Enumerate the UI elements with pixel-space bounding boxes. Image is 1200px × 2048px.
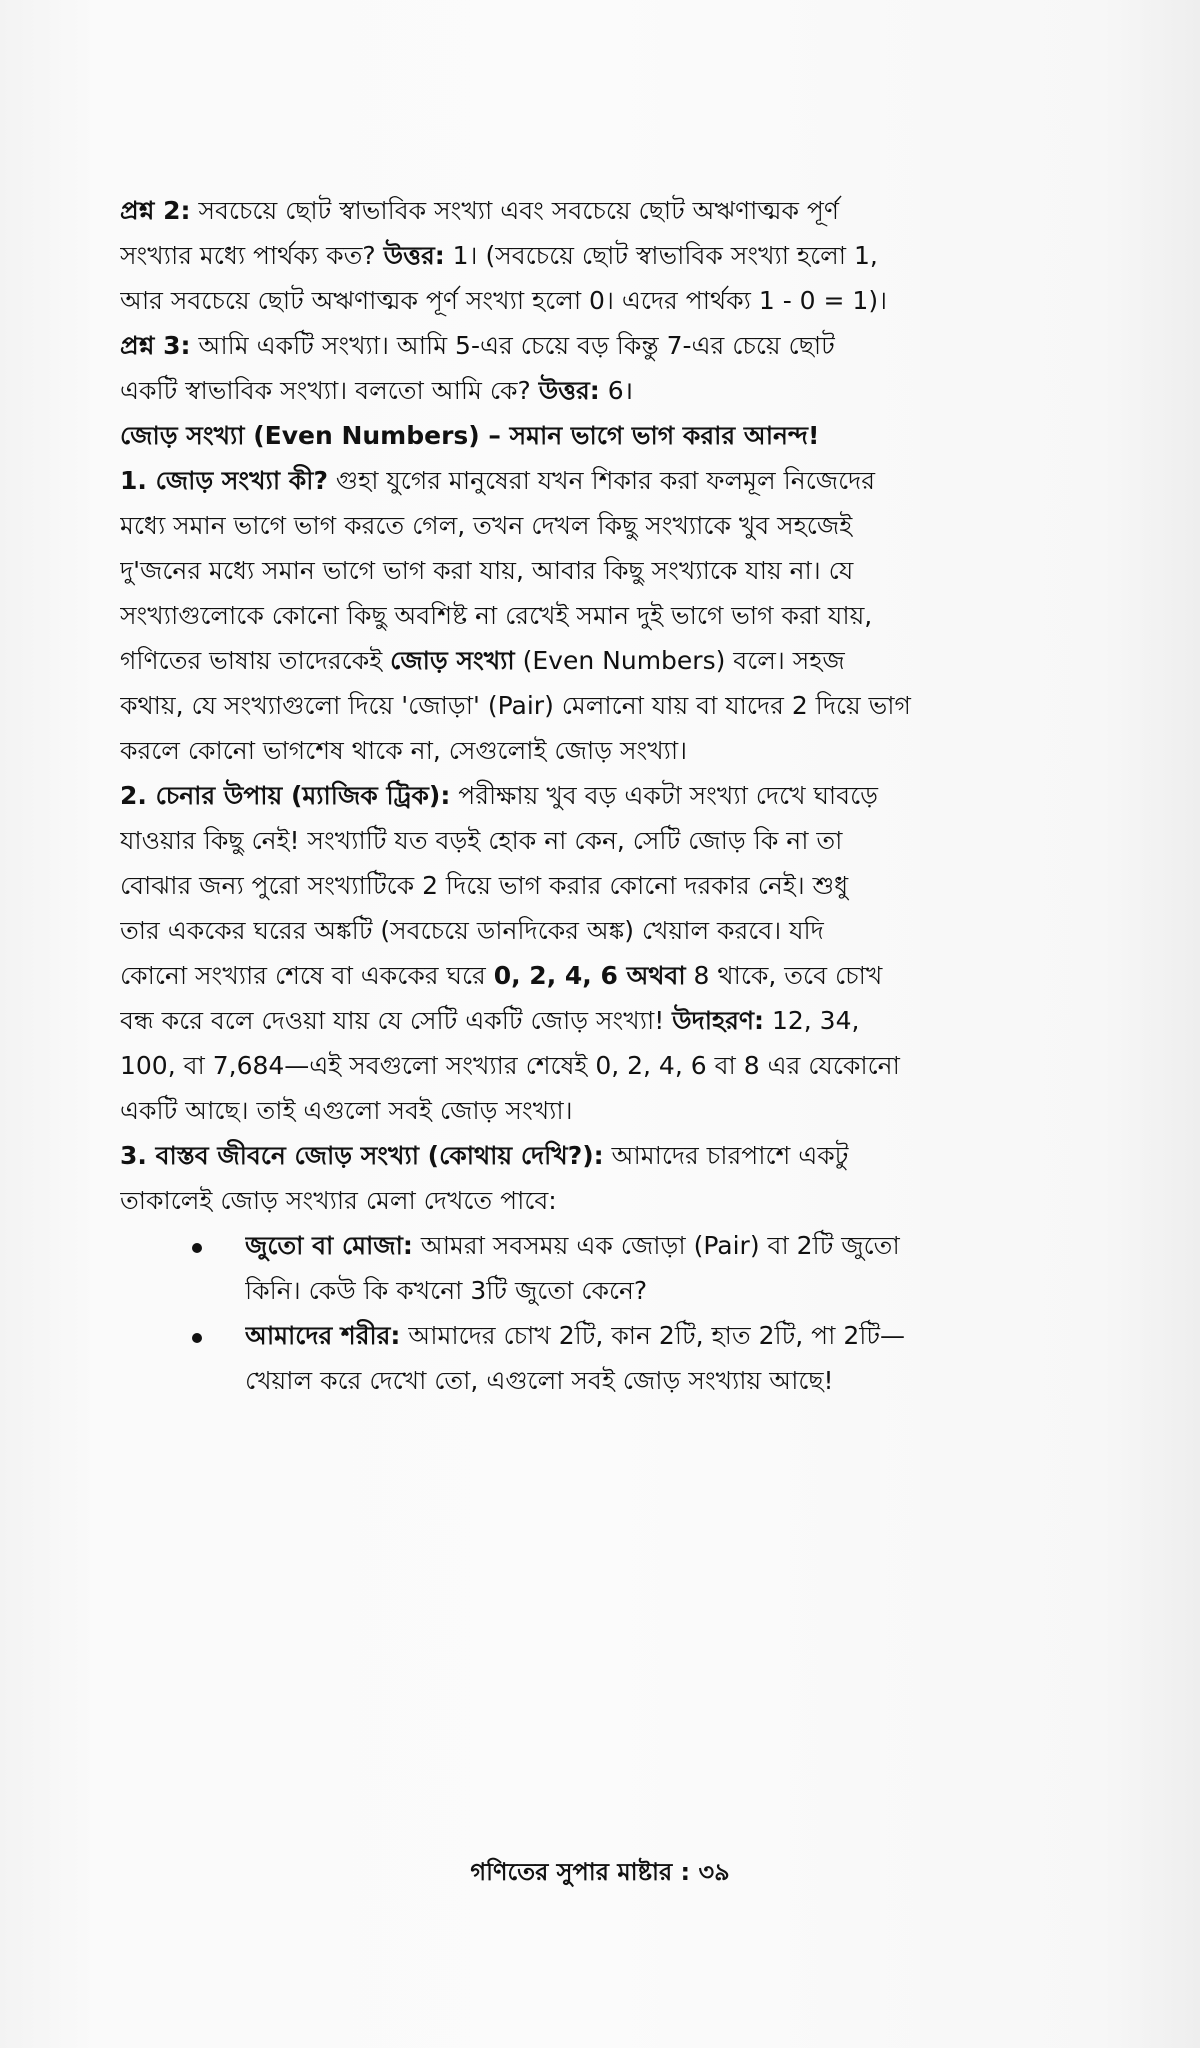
- q3-label: প্রশ্ন 3:: [120, 331, 191, 360]
- p2-line-6: [120, 998, 1040, 1043]
- q2-line-2: [120, 233, 1040, 278]
- p1-line-4: সংখ্যাগুলোকে কোনো কিছু অবশিষ্ট না রেখেই সমান দুই ভাগে ভাগ করা যায়,: [120, 601, 873, 630]
- p2-line-8: একটি আছে। তাই এগুলো সবই জোড় সংখ্যা।: [120, 1096, 573, 1125]
- p1-line-5: [120, 638, 1040, 683]
- bullet-2-line-2: খেয়াল করে দেখো তো, এগুলো সবই জোড় সংখ্যায় আছে!: [245, 1366, 834, 1395]
- p2-text-1: পরীক্ষায় খুব বড় একটা সংখ্যা দেখে ঘাবড়ে: [450, 781, 878, 810]
- p3-label: 3. বাস্তব জীবনে জোড় সংখ্যা (কোথায় দেখি?):: [120, 1141, 604, 1170]
- p3-line-2: তাকালেই জোড় সংখ্যার মেলা দেখতে পাবে:: [120, 1186, 557, 1215]
- section-title: জোড় সংখ্যা (Even Numbers) – সমান ভাগে ভাগ করার আনন্দ!: [120, 421, 820, 450]
- q2-line-3: [120, 278, 1040, 323]
- p1-line-2: মধ্যে সমান ভাগে ভাগ করতে গেল, তখন দেখল কিছু সংখ্যাকে খুব সহজেই: [120, 511, 853, 540]
- bullet-dot-icon: [192, 1333, 202, 1343]
- page-content: [120, 188, 1040, 1403]
- p3-text-1: আমাদের চারপাশে একটু: [603, 1141, 849, 1170]
- q2-text-1: সবচেয়ে ছোট স্বাভাবিক সংখ্যা এবং সবচেয়ে ছোট অঋণাত্মক পূর্ণ: [190, 196, 839, 225]
- p1-text-1: গুহা যুগের মানুষেরা যখন শিকার করা ফলমূল নিজেদের: [327, 466, 876, 495]
- q2-text-2b: 1। (সবচেয়ে ছোট স্বাভাবিক সংখ্যা হলো 1,: [444, 241, 878, 270]
- p2-line-5: [120, 953, 1040, 998]
- bullet-1-text-1: আমরা সবসময় এক জোড়া (Pair) বা 2টি জুতো: [412, 1231, 900, 1260]
- q3-answer-label: উত্তর:: [538, 376, 600, 405]
- p1-label: 1. জোড় সংখ্যা কী?: [120, 466, 328, 495]
- p3-line-1: [120, 1133, 1040, 1178]
- bullet-dot-icon: [192, 1243, 202, 1253]
- p1-line-7: করলে কোনো ভাগশেষ থাকে না, সেগুলোই জোড় সংখ্যা।: [120, 736, 688, 765]
- p2-example-label: উদাহরণ:: [672, 1006, 765, 1035]
- q3-text-1: আমি একটি সংখ্যা। আমি 5-এর চেয়ে বড় কিন্তু 7-এর চেয়ে ছোট: [190, 331, 835, 360]
- p2-text-5b: 8 থাকে, তবে চোখ: [685, 961, 883, 990]
- p1-bold-term: জোড় সংখ্যা: [390, 646, 515, 675]
- bullet-item-shoes: [120, 1223, 1040, 1313]
- bullet-1-line-2: কিনি। কেউ কি কখনো 3টি জুতো কেনে?: [245, 1276, 648, 1305]
- p2-line-4: তার এককের ঘরের অঙ্কটি (সবচেয়ে ডানদিকের অঙ্ক) খেয়াল করবে। যদি: [120, 916, 824, 945]
- p2-line-1: [120, 773, 1040, 818]
- p2-text-6b: 12, 34,: [764, 1006, 860, 1035]
- q3-text-2b: 6।: [599, 376, 634, 405]
- p2-line-2: যাওয়ার কিছু নেই! সংখ্যাটি যত বড়ই হোক না কেন, সেটি জোড় কি না তা: [120, 826, 843, 855]
- q2-answer-label: উত্তর:: [383, 241, 445, 270]
- bullet-2-line-1: [245, 1313, 1040, 1358]
- p1-line-3: দু'জনের মধ্যে সমান ভাগে ভাগ করা যায়, আবার কিছু সংখ্যাকে যায় না। যে: [120, 556, 854, 585]
- q2-label: প্রশ্ন 2:: [120, 196, 191, 225]
- p2-text-6a: বন্ধ করে বলে দেওয়া যায় যে সেটি একটি জোড় সংখ্যা!: [120, 1006, 673, 1035]
- bullet-2-label: আমাদের শরীর:: [245, 1321, 401, 1350]
- p1-text-5a: গণিতের ভাষায় তাদেরকেই: [120, 646, 391, 675]
- p2-text-5a: কোনো সংখ্যার শেষে বা এককের ঘরে: [120, 961, 494, 990]
- q3-line-2: [120, 368, 1040, 413]
- q3-text-2a: একটি স্বাভাবিক সংখ্যা। বলতো আমি কে?: [120, 376, 539, 405]
- p1-text-5b: (Even Numbers) বলে। সহজ: [514, 646, 845, 675]
- q2-line-1: [120, 188, 1040, 233]
- bullet-1-label: জুতো বা মোজা:: [245, 1231, 413, 1260]
- p2-line-7: 100, বা 7,684—এই সবগুলো সংখ্যার শেষেই 0, 2, 4, 6 বা 8 এর যেকোনো: [120, 1051, 900, 1080]
- bullet-2-text-1: আমাদের চোখ 2টি, কান 2টি, হাত 2টি, পা 2টি—: [400, 1321, 906, 1350]
- bullet-1-line-1: [245, 1223, 1040, 1268]
- q2-text-2a: সংখ্যার মধ্যে পার্থক্য কত?: [120, 241, 384, 270]
- p1-line-6: কথায়, যে সংখ্যাগুলো দিয়ে 'জোড়া' (Pair) মেলানো যায় বা যাদের 2 দিয়ে ভাগ: [120, 691, 911, 720]
- p2-line-3: বোঝার জন্য পুরো সংখ্যাটিকে 2 দিয়ে ভাগ করার কোনো দরকার নেই। শুধু: [120, 871, 849, 900]
- bullet-item-body: [120, 1313, 1040, 1403]
- page-footer: গণিতের সুপার মাষ্টার : ৩৯: [470, 1858, 730, 1886]
- q2-text-3: আর সবচেয়ে ছোট অঋণাত্মক পূর্ণ সংখ্যা হলো 0। এদের পার্থক্য 1 - 0 = 1)।: [120, 286, 888, 315]
- p2-label: 2. চেনার উপায় (ম্যাজিক ট্রিক):: [120, 781, 451, 810]
- p2-bold-digits: 0, 2, 4, 6 অথবা: [493, 961, 686, 990]
- q3-line-1: [120, 323, 1040, 368]
- p1-line-1: [120, 458, 1040, 503]
